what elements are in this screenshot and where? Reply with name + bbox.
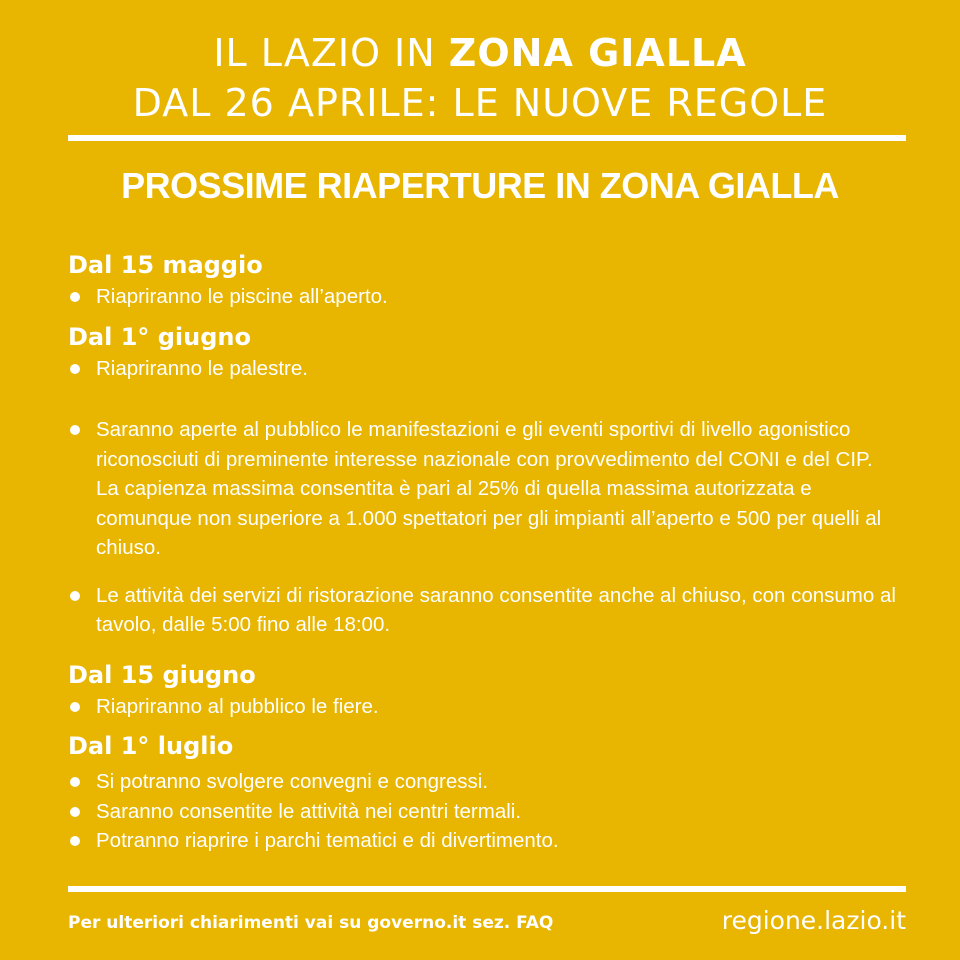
footer-info: Per ulteriori chiarimenti vai su governo.it sez. FAQ xyxy=(68,913,554,933)
title-line-1-prefix: IL LAZIO IN xyxy=(213,31,436,75)
bottom-divider xyxy=(68,886,906,892)
section-15-maggio xyxy=(68,248,898,312)
section-heading: Dal 15 maggio xyxy=(68,251,263,279)
bullet-icon xyxy=(70,425,80,435)
bullet-icon xyxy=(70,836,80,846)
top-divider xyxy=(68,135,906,141)
title-line-1-bold: ZONA GIALLA xyxy=(448,31,747,75)
bullet-icon xyxy=(70,777,80,787)
section-heading: Dal 15 giugno xyxy=(68,660,256,689)
section-heading: Dal 1° giugno xyxy=(68,322,251,351)
poster-title xyxy=(0,28,960,128)
list-item: Riapriranno le palestre. xyxy=(68,354,898,384)
section-1-luglio xyxy=(68,729,898,856)
bullet-icon xyxy=(70,292,80,302)
reopenings-list xyxy=(68,248,898,856)
section-15-giugno xyxy=(68,658,898,722)
bullet-icon xyxy=(70,591,80,601)
title-line-2: DAL 26 APRILE: LE NUOVE REGOLE xyxy=(132,81,828,125)
title-line-1 xyxy=(0,28,960,78)
bullet-icon xyxy=(70,702,80,712)
subtitle: PROSSIME RIAPERTURE IN ZONA GIALLA xyxy=(121,165,839,206)
section-heading: Dal 1° luglio xyxy=(68,732,234,760)
list-item: Riapriranno le piscine all’aperto. xyxy=(68,282,898,312)
footer-site-link[interactable]: regione.lazio.it xyxy=(721,906,906,935)
section-1-giugno xyxy=(68,320,898,640)
list-item: Saranno aperte al pubblico le manifestazioni e gli eventi sportivi di livello agonistico riconosciuti di preminente interesse nazionale con provvedimento del CONI e del CIP. La capienza massima consentita è pari al 25% di quella massima autorizzata e comunque non superiore a 1.000 spettatori per gli impianti all’aperto e 500 per quelli al chiuso. xyxy=(68,415,898,563)
list-item: Potranno riaprire i parchi tematici e di divertimento. xyxy=(68,826,898,856)
bullet-icon xyxy=(70,807,80,817)
list-item: Saranno consentite le attività nei centri termali. xyxy=(68,797,898,827)
list-item: Le attività dei servizi di ristorazione saranno consentite anche al chiuso, con consumo al tavolo, dalle 5:00 fino alle 18:00. xyxy=(68,581,898,640)
list-item: Si potranno svolgere convegni e congressi. xyxy=(68,767,898,797)
list-item: Riapriranno al pubblico le fiere. xyxy=(68,692,898,722)
bullet-icon xyxy=(70,364,80,374)
